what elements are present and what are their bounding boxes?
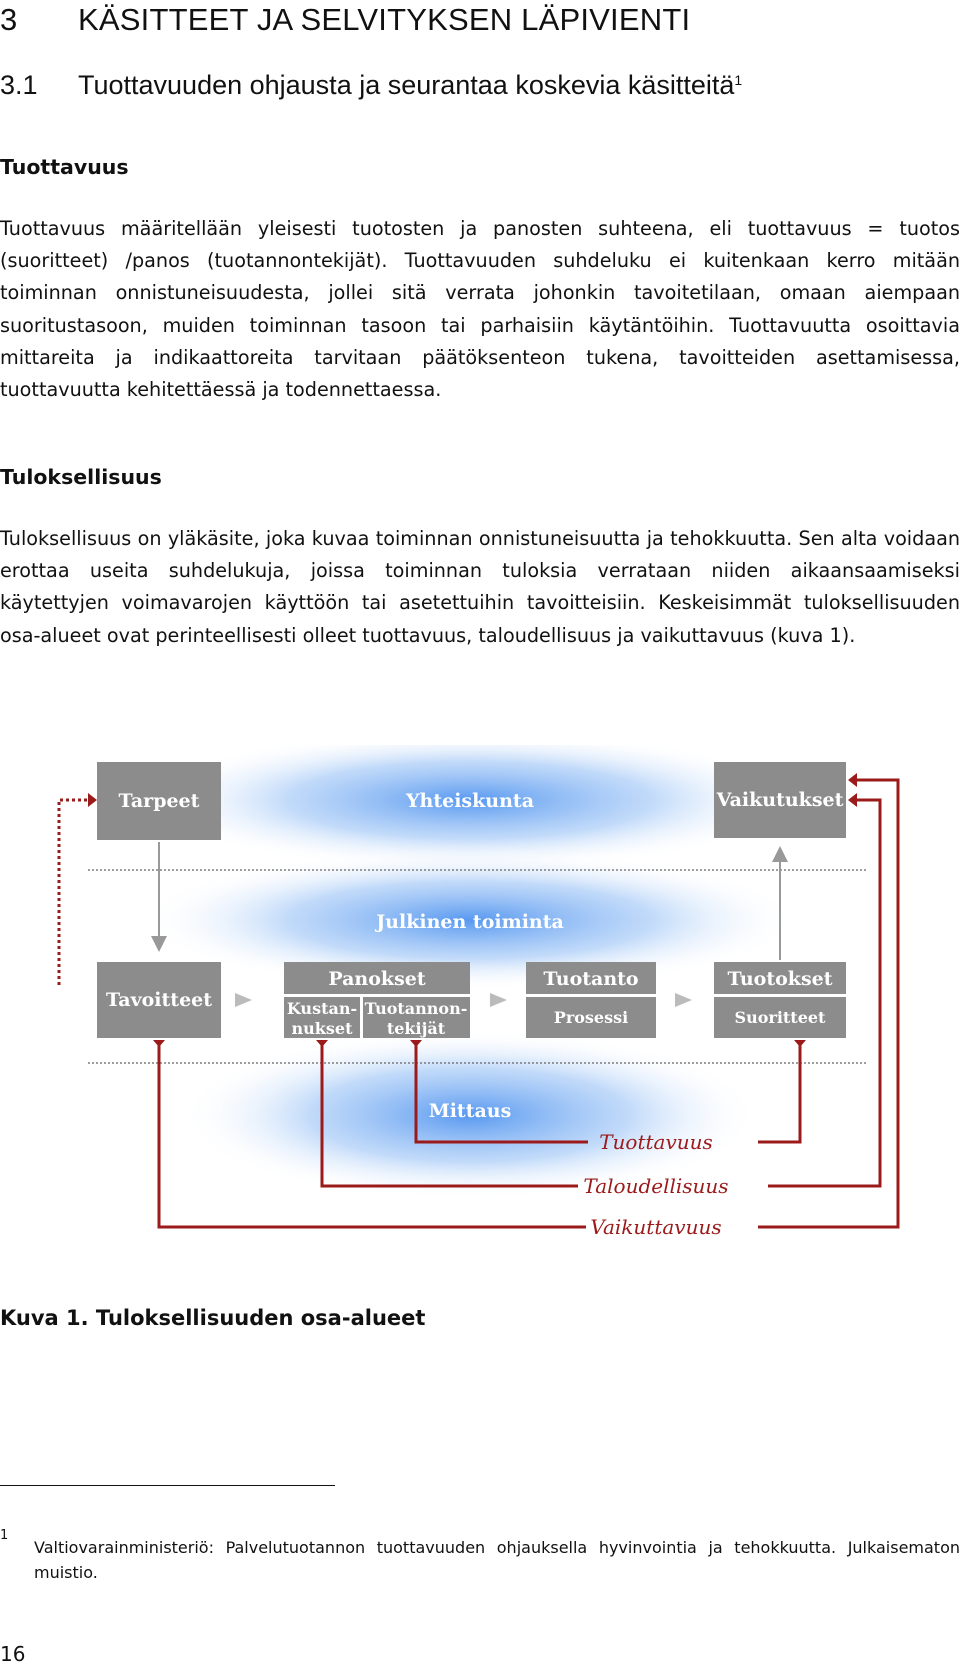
svg-text:Tavoitteet: Tavoitteet (105, 989, 213, 1011)
subheading-tuloksellisuus: Tuloksellisuus (0, 465, 162, 489)
footnote-mark: 1 (0, 1528, 9, 1543)
chapter-heading (0, 2, 690, 38)
connector-tarpeet (59, 800, 92, 985)
svg-text:Vaikutukset: Vaikutukset (716, 789, 844, 811)
page-number: 16 (0, 1642, 26, 1666)
box-tavoitteet (97, 962, 221, 1038)
svg-text:Prosessi: Prosessi (553, 1008, 629, 1027)
paragraph-tuloksellisuus: Tuloksellisuus on yläkäsite, joka kuvaa toiminnan onnistuneisuutta ja tehokkuutta. Sen alta voidaan erottaa useita suhdelukuja, joissa toiminnan tuloksia verrataan niiden aikaansaamiseksi käytettyjen voimavarojen käyttöön tai asetettuihin tavoitteisiin. Keskeisimmät tuloksellisuuden osa-alueet ovat perinteellisesti olleet tuottavuus, taloudellisuus ja vaikuttavuus (kuva 1). (0, 527, 960, 647)
label-tuottavuus: Tuottavuus (599, 1130, 713, 1154)
svg-text:tekijät: tekijät (386, 1019, 446, 1038)
svg-text:Tarpeet: Tarpeet (118, 790, 200, 812)
results-diagram (0, 745, 960, 1265)
box-vaikutukset (714, 762, 846, 838)
arrow-into-tarpeet (88, 793, 97, 807)
svg-text:Kustan-: Kustan- (286, 999, 358, 1018)
label-mittaus: Mittaus (428, 1100, 512, 1122)
label-julkinen: Julkinen toiminta (376, 911, 564, 933)
label-yhteiskunta: Yhteiskunta (405, 790, 535, 812)
section-number: 3.1 (0, 70, 38, 100)
chapter-title: KÄSITTEET JA SELVITYKSEN LÄPIVIENTI (78, 2, 691, 37)
figure-caption: Kuva 1. Tuloksellisuuden osa-alueet (0, 1306, 426, 1330)
footnote-divider (0, 1485, 335, 1486)
subheading-tuottavuus: Tuottavuus (0, 155, 129, 179)
box-tuotokset (714, 962, 846, 1038)
box-panokset (284, 962, 470, 1038)
svg-text:Suoritteet: Suoritteet (734, 1008, 826, 1027)
footnote-reference: 1 (734, 72, 743, 88)
svg-text:nukset: nukset (291, 1019, 353, 1038)
paragraph-tuottavuus: Tuottavuus määritellään yleisesti tuotosten ja panosten suhteena, eli tuottavuus = tuotos (suoritteet) /panos (tuotannontekijät). Tuottavuuden suhdeluku ei kuitenkaan kerro mitään toiminnan onnistuneisuudesta, jollei sitä verrata johonkin tavoitetilaan, omaan aiempaan suoritustasoon, muiden toiminnan tasoon tai parhaisiin käytäntöihin. Tuottavuutta osoittavia mittareita ja indikaattoreita tarvitaan päätöksenteon tukena, tavoitteiden asettamisessa, tuottavuutta kehitettäessä ja todennettaessa. (0, 217, 960, 402)
box-tarpeet (97, 762, 221, 840)
svg-text:Tuotokset: Tuotokset (727, 968, 833, 990)
footnote-text: Valtiovarainministeriö: Palvelutuotannon tuottavuuden ohjauksella hyvinvointia ja tehokkuutta. Julkaisematon muistio. (34, 1538, 960, 1582)
chapter-number: 3 (0, 2, 18, 37)
section-heading (0, 70, 742, 101)
label-vaikuttavuus: Vaikuttavuus (590, 1215, 722, 1239)
label-taloudellisuus: Taloudellisuus (583, 1174, 729, 1198)
box-tuotanto (526, 962, 656, 1038)
section-title: Tuottavuuden ohjausta ja seurantaa koskevia käsitteitä (78, 70, 735, 100)
svg-text:Tuotannon-: Tuotannon- (364, 999, 468, 1018)
svg-text:Panokset: Panokset (328, 968, 426, 990)
svg-text:Tuotanto: Tuotanto (543, 968, 639, 990)
